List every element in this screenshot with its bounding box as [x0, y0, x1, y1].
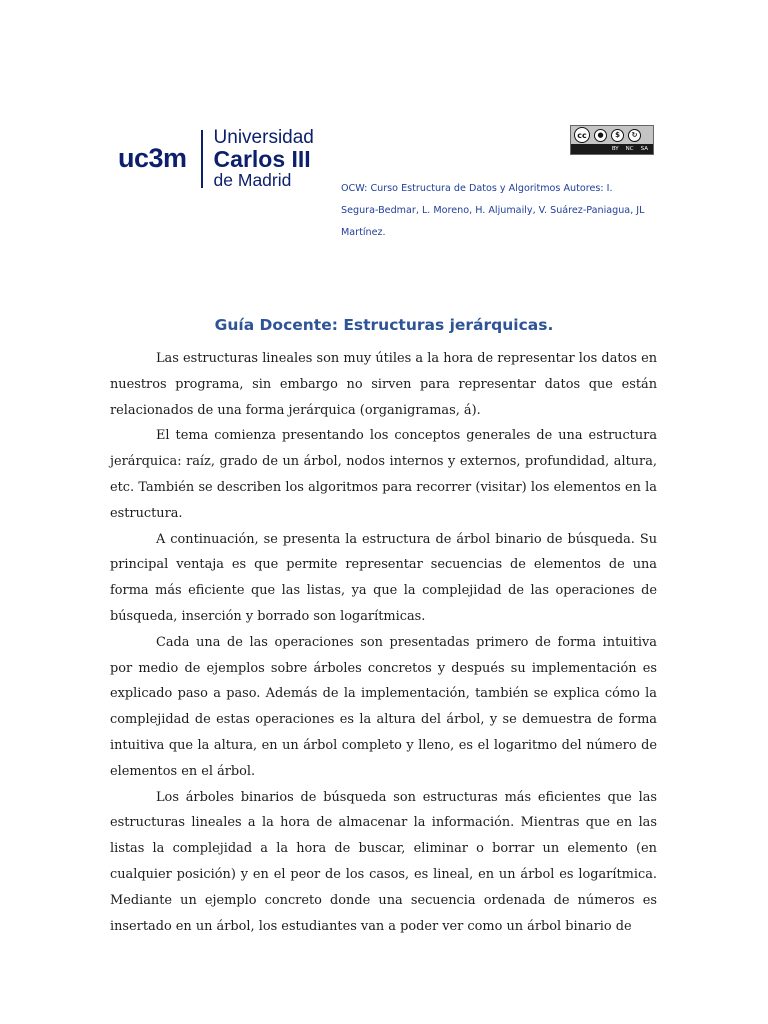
creative-commons-license-badge — [570, 125, 654, 155]
document-body — [110, 346, 657, 939]
paragraph: Cada una de las operaciones son presentadas primero de forma intuitiva por medio de ejemplos sobre árboles concretos y después su implementación es explicado paso a paso. Además de la implementación, también se explica cómo la complejidad de estas operaciones es la altura del árbol, y se demuestra de forma intuitiva que la altura, en un árbol completo y lleno, es el logaritmo del número de elementos en el árbol. — [110, 634, 657, 779]
logo-divider — [201, 130, 203, 188]
logo-line-2: Carlos III — [213, 146, 311, 172]
logo-line-3: de Madrid — [213, 170, 292, 190]
paragraph: Los árboles binarios de búsqueda son estructuras más eficientes que las estructuras lineales a la hora de almacenar la información. Mientras que en las listas la complejidad a la hora de buscar, eliminar o borrar un elemento (en cualquier posición) y en el peor de los casos, es lineal, en un árbol es logarítmica. Mediante un ejemplo concreto donde una secuencia ordenada de números es insertado en un árbol, los estudiantes van a poder ver como un árbol binario de — [110, 789, 657, 934]
logo-university-name — [214, 128, 314, 190]
logo-short-name: uc3m — [118, 143, 187, 174]
noncommercial-icon: $ — [611, 129, 624, 142]
paragraph: A continuación, se presenta la estructura de árbol binario de búsqueda. Su principal ventaja es que permite representar secuencias de elementos de una forma más eficiente que las listas, ya que la complejidad de las operaciones de búsqueda, inserción y borrado son logarítmicas. — [110, 531, 657, 624]
license-term-by: BY — [611, 146, 619, 152]
license-term-nc: NC — [625, 146, 634, 152]
sharealike-icon: ↻ — [628, 129, 641, 142]
license-term-sa: SA — [640, 146, 648, 152]
document-title: Guía Docente: Estructuras jerárquicas. — [214, 316, 554, 334]
cc-icon: cc — [574, 127, 590, 143]
university-logo — [118, 128, 314, 190]
logo-line-1: Universidad — [213, 127, 314, 148]
attribution-icon: ● — [594, 129, 607, 142]
paragraph: Las estructuras lineales son muy útiles a la hora de representar los datos en nuestros programa, sin embargo no sirven para representar datos que están relacionados de una forma jerárquica (organigramas, á). — [110, 351, 657, 418]
course-info: OCW: Curso Estructura de Datos y Algoritmos Autores: I. Segura-Bedmar, L. Moreno, H. Aljumaily, V. Suárez-Paniagua, JL Martínez. — [341, 183, 645, 238]
paragraph: El tema comienza presentando los conceptos generales de una estructura jerárquica: raíz, grado de un árbol, nodos internos y externos, profundidad, altura, etc. También se describen los algoritmos para recorrer (visitar) los elementos en la estructura. — [110, 428, 657, 521]
